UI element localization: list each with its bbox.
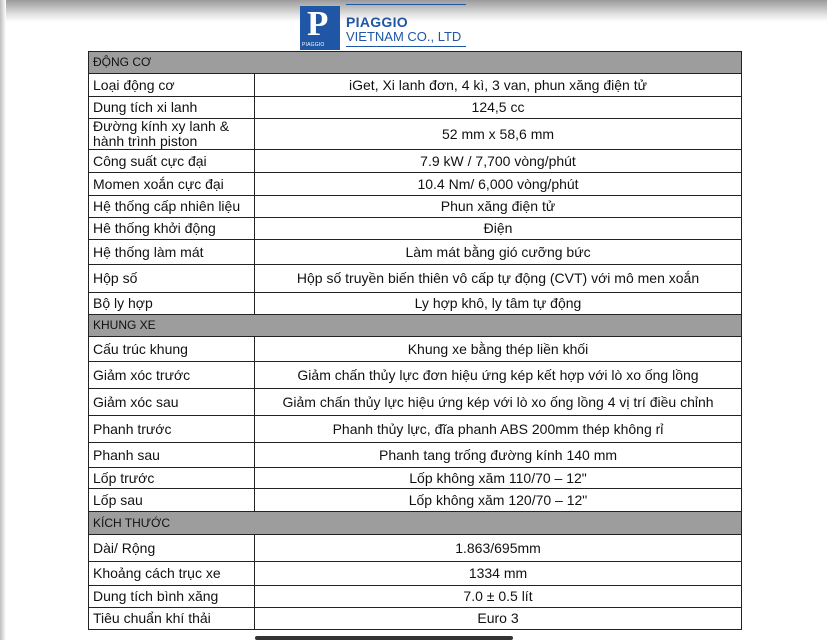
table-row <box>89 265 742 293</box>
spec-value: Giảm chấn thủy lực hiệu ứng kép với lò xo ống lồng 4 vị trí điều chỉnh <box>255 389 742 416</box>
spec-value: Điện <box>255 218 742 240</box>
table-row <box>89 337 742 362</box>
spec-value: 10.4 Nm/ 6,000 vòng/phút <box>255 173 742 196</box>
table-row <box>89 489 742 512</box>
section-title-dimensions: KÍCH THƯỚC <box>89 512 742 535</box>
spec-label: Lốp sau <box>89 489 255 512</box>
table-row <box>89 586 742 608</box>
spec-label: Giảm xóc sau <box>89 389 255 416</box>
spec-value: Khung xe bằng thép liền khối <box>255 337 742 362</box>
section-header <box>89 512 742 535</box>
table-row <box>89 196 742 218</box>
table-row <box>89 416 742 443</box>
scroll-indicator <box>255 636 513 640</box>
spec-label: Bộ ly hợp <box>89 293 255 315</box>
logo-rule-top <box>346 4 466 5</box>
section-header <box>89 315 742 337</box>
spec-value: Phun xăng điện tử <box>255 196 742 218</box>
table-row <box>89 443 742 468</box>
spec-value: Làm mát bằng gió cưỡng bức <box>255 240 742 265</box>
spec-value: Lốp không xăm 120/70 – 12" <box>255 489 742 512</box>
table-row <box>89 608 742 630</box>
spec-label: Phanh trước <box>89 416 255 443</box>
table-row <box>89 240 742 265</box>
spec-value: Euro 3 <box>255 608 742 630</box>
spec-value: 7.0 ± 0.5 lít <box>255 586 742 608</box>
spec-label: Hê thống khởi động <box>89 218 255 240</box>
spec-label: Lốp trước <box>89 468 255 489</box>
section-title-frame: KHUNG XE <box>89 315 742 337</box>
logo-mark-text: PIAGGIO <box>302 42 325 48</box>
spec-label: Hộp số <box>89 265 255 293</box>
spec-label: Tiêu chuẩn khí thải <box>89 608 255 630</box>
table-row <box>89 468 742 489</box>
table-row <box>89 362 742 389</box>
table-row <box>89 97 742 119</box>
spec-label: Đường kính xy lanh & hành trình piston <box>89 119 255 150</box>
logo-mark-letter: P <box>307 4 329 43</box>
table-row <box>89 535 742 562</box>
section-header <box>89 52 742 74</box>
spec-label: Khoảng cách trục xe <box>89 562 255 586</box>
table-row <box>89 389 742 416</box>
spec-label: Cấu trúc khung <box>89 337 255 362</box>
spec-value: Ly hợp khô, ly tâm tự động <box>255 293 742 315</box>
spec-value: 124,5 cc <box>255 97 742 119</box>
piaggio-logo-icon <box>300 6 340 50</box>
spec-value: iGet, Xi lanh đơn, 4 kì, 3 van, phun xăng điện tử <box>255 74 742 97</box>
table-row <box>89 293 742 315</box>
spec-value: 1334 mm <box>255 562 742 586</box>
spec-value: Lốp không xăm 110/70 – 12" <box>255 468 742 489</box>
spec-value: Giảm chấn thủy lực đơn hiệu ứng kép kết hợp với lò xo ống lồng <box>255 362 742 389</box>
table-row <box>89 173 742 196</box>
table-row <box>89 150 742 173</box>
spec-value: 1.863/695mm <box>255 535 742 562</box>
spec-label: Dài/ Rộng <box>89 535 255 562</box>
spec-label: Hệ thống cấp nhiên liệu <box>89 196 255 218</box>
table-row <box>89 562 742 586</box>
spec-label: Loại động cơ <box>89 74 255 97</box>
spec-label: Công suất cực đại <box>89 150 255 173</box>
spec-label: Dung tích xi lanh <box>89 97 255 119</box>
spec-table <box>88 51 742 630</box>
spec-value: 7.9 kW / 7,700 vòng/phút <box>255 150 742 173</box>
table-row <box>89 218 742 240</box>
spec-label: Giảm xóc trước <box>89 362 255 389</box>
spec-value: Phanh tang trống đường kính 140 mm <box>255 443 742 468</box>
spec-label: Hệ thống làm mát <box>89 240 255 265</box>
spec-value: Hộp số truyền biến thiên vô cấp tự động (CVT) với mô men xoắn <box>255 265 742 293</box>
spec-label: Momen xoắn cực đại <box>89 173 255 196</box>
left-shadow <box>0 0 6 640</box>
spec-value: Phanh thủy lực, đĩa phanh ABS 200mm thép không rỉ <box>255 416 742 443</box>
company-name: PIAGGIO <box>346 14 408 30</box>
section-title-engine: ĐỘNG CƠ <box>89 52 742 74</box>
logo-rule-bottom <box>346 46 466 47</box>
company-subtitle: VIETNAM CO., LTD <box>346 29 462 44</box>
table-row <box>89 119 742 150</box>
table-row <box>89 74 742 97</box>
spec-label: Dung tích bình xăng <box>89 586 255 608</box>
spec-value: 52 mm x 58,6 mm <box>255 119 742 150</box>
spec-label: Phanh sau <box>89 443 255 468</box>
